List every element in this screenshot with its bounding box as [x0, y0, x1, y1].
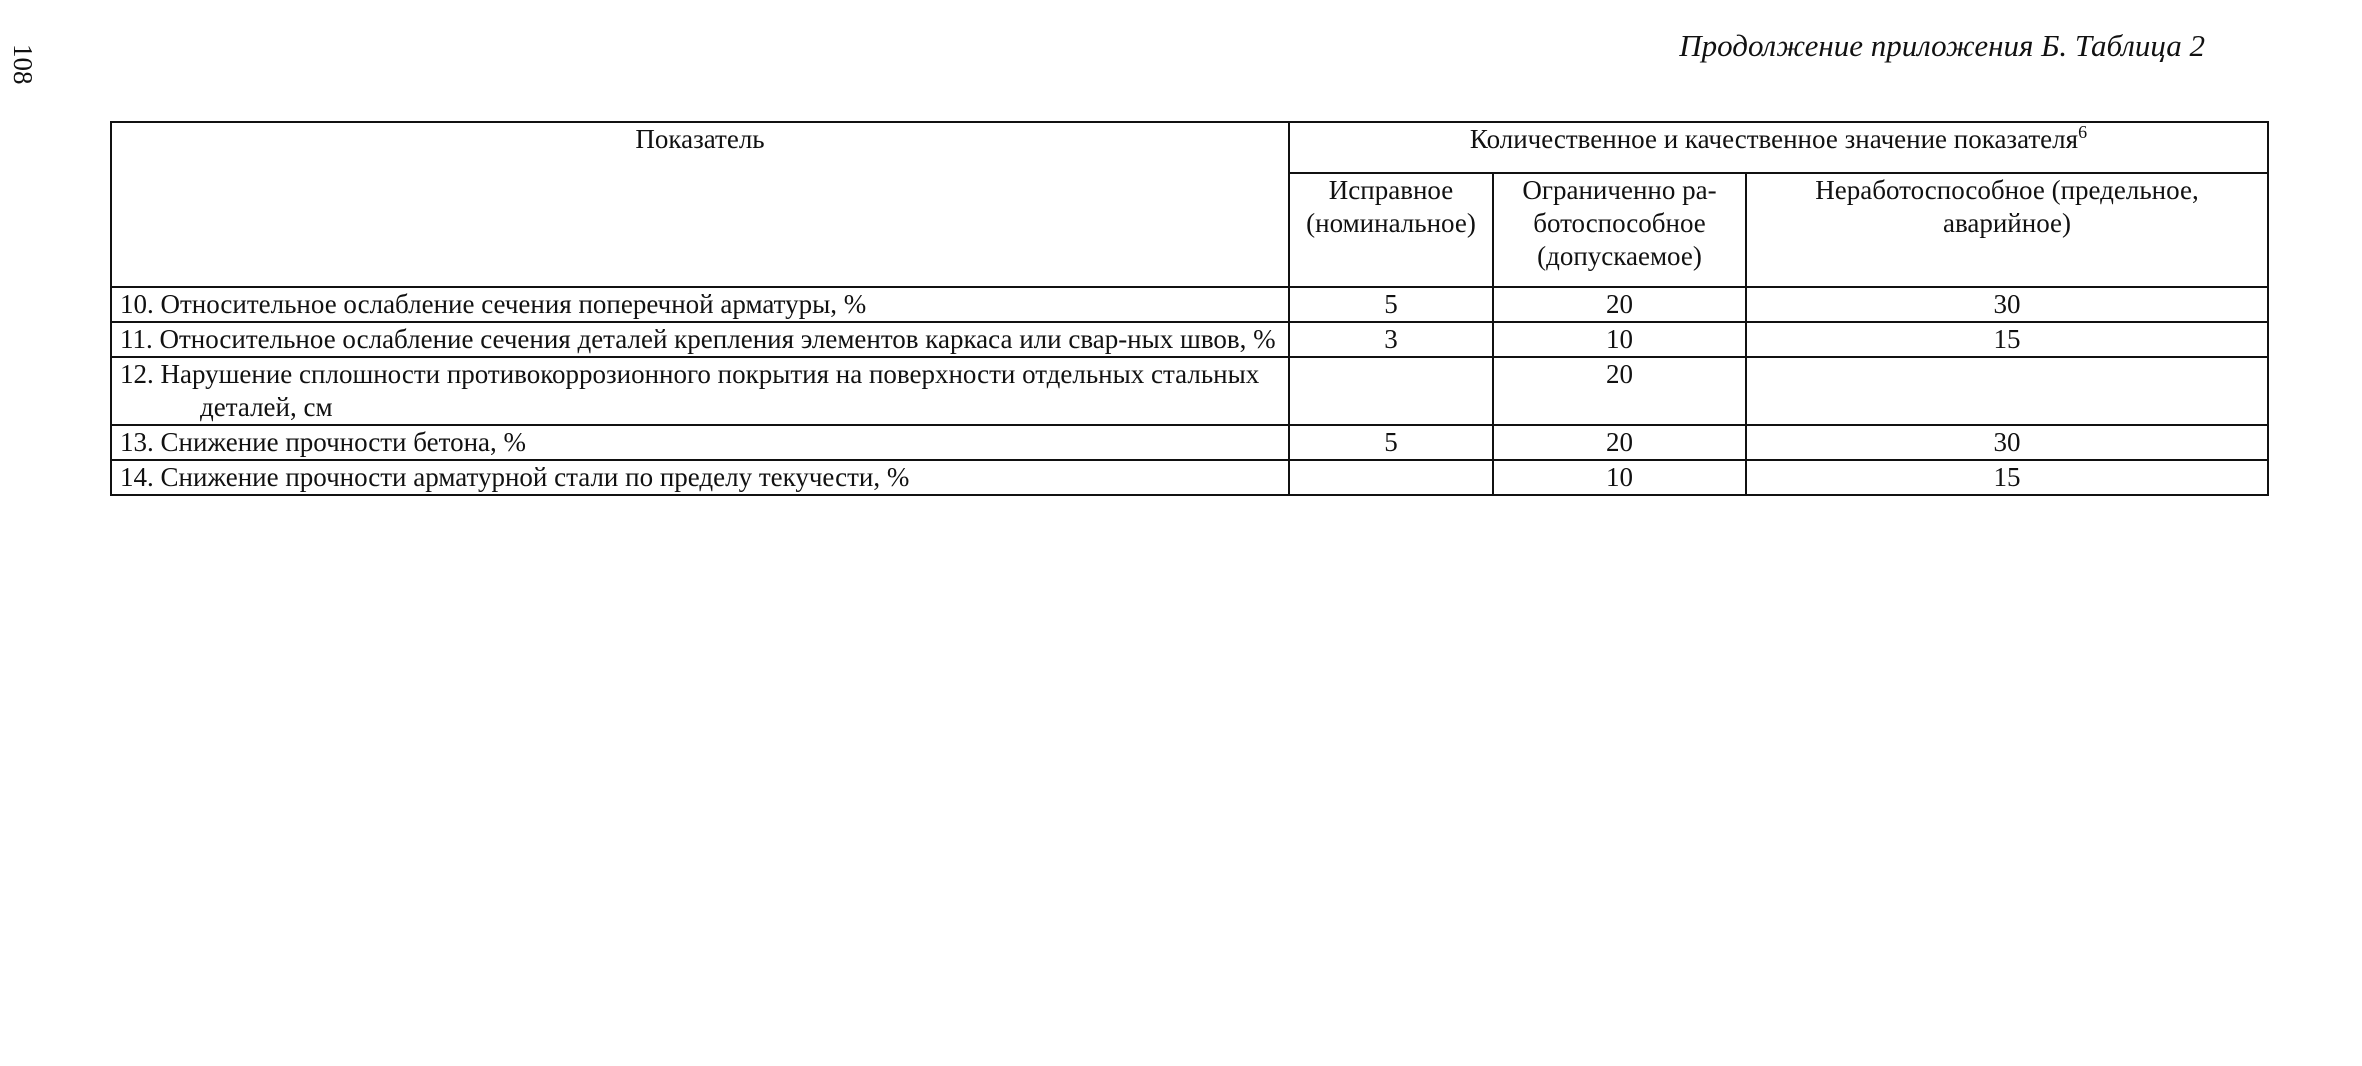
header-limited: Ограниченно ра-ботоспособное (допускаемое) [1493, 173, 1746, 287]
table-row [111, 425, 2268, 460]
indicator-text: 14. Снижение прочности арматурной стали по пределу текучести, % [120, 462, 910, 492]
indicator-text: 13. Снижение прочности бетона, % [120, 427, 526, 457]
table-row [111, 287, 2268, 322]
footnote-marker: 6 [2078, 122, 2088, 142]
limited-value: 20 [1493, 287, 1746, 322]
header-indicator-label: Показатель [635, 124, 765, 154]
indicator-text: 10. Относительное ослабление сечения поперечной арматуры, % [120, 289, 867, 319]
limited-value: 20 [1493, 357, 1746, 425]
indicator-text: 11. Относительное ослабление сечения деталей крепления элементов каркаса или свар-ных швов, % [120, 324, 1276, 354]
page-number: 108 [8, 44, 38, 85]
normal-value: 5 [1289, 425, 1493, 460]
header-value-group-label: Количественное и качественное значение показателя [1469, 124, 2079, 154]
limited-value: 20 [1493, 425, 1746, 460]
normal-value [1289, 357, 1493, 425]
indicator-cell [111, 460, 1289, 495]
normal-value: 5 [1289, 287, 1493, 322]
page-header: Продолжение приложения Б. Таблица 2 [1679, 28, 2205, 63]
inoperable-value: 15 [1746, 460, 2268, 495]
table-row [111, 460, 2268, 495]
indicator-text: 12. Нарушение сплошности противокоррозионного покрытия на поверхности отдельных стальных деталей, см [120, 359, 1260, 422]
inoperable-value: 30 [1746, 287, 2268, 322]
header-normal: Исправное (номинальное) [1289, 173, 1493, 287]
indicator-cell [111, 425, 1289, 460]
indicator-cell [111, 287, 1289, 322]
inoperable-value: 15 [1746, 322, 2268, 357]
limited-value: 10 [1493, 322, 1746, 357]
inoperable-value [1746, 357, 2268, 425]
table-row [111, 357, 2268, 425]
indicator-cell [111, 322, 1289, 357]
normal-value: 3 [1289, 322, 1493, 357]
header-indicator [111, 122, 1289, 287]
inoperable-value: 30 [1746, 425, 2268, 460]
indicator-table [110, 121, 2269, 496]
table-row [111, 322, 2268, 357]
indicator-cell [111, 357, 1289, 425]
header-inoperable: Неработоспособное (предельное, аварийное) [1746, 173, 2268, 287]
header-value-group [1289, 122, 2268, 173]
normal-value [1289, 460, 1493, 495]
limited-value: 10 [1493, 460, 1746, 495]
